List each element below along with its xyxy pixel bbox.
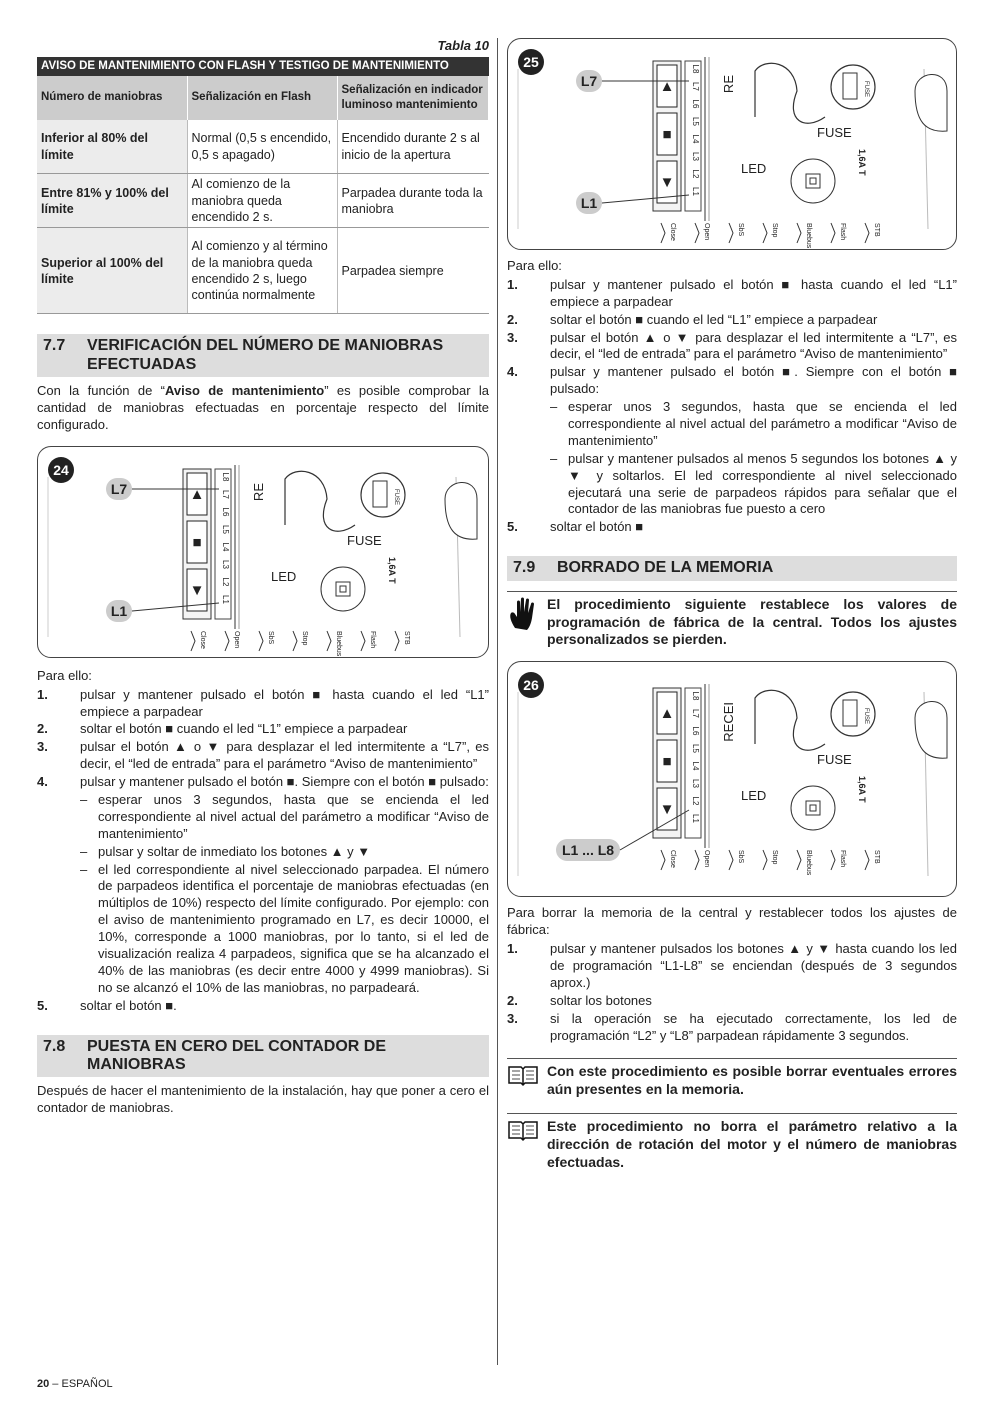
- terminal-label: Bluebus: [805, 223, 812, 249]
- table-cell: Al comienzo de la maniobra queda encendido 2 s.: [187, 174, 337, 228]
- figure-number: 26: [518, 672, 544, 698]
- list-item: [80, 844, 489, 861]
- led-label: L2: [691, 796, 700, 806]
- section-number: 7.7: [43, 337, 66, 355]
- led-label: L8: [221, 472, 230, 482]
- terminal-label: Close: [669, 850, 676, 869]
- info-note: [507, 1058, 957, 1099]
- terminal-label: STB: [873, 223, 880, 237]
- terminal-label: Stop: [301, 630, 308, 646]
- table-cell: Al comienzo y al término de la maniobra queda encendido 2 s, luego continúa normalmente: [187, 228, 337, 314]
- right-column: [507, 38, 957, 1172]
- left-column: [37, 38, 489, 1117]
- table-header: Número de maniobras: [37, 76, 187, 120]
- dash: –: [80, 843, 88, 859]
- led-label: L2: [691, 169, 700, 179]
- list-item: [37, 774, 489, 997]
- page-number: 20: [37, 1378, 50, 1390]
- terminal-label: Flash: [839, 223, 846, 241]
- step-text: soltar el botón ■ cuando el led “L1” empiece a parpadear: [80, 721, 408, 737]
- up-button-glyph: ▲: [659, 705, 675, 723]
- step-text: pulsar y mantener pulsado el botón ■ hasta cuando el led “L1” empiece a parpadear: [80, 686, 489, 719]
- led-label: L6: [691, 99, 700, 109]
- section-title: BORRADO DE LA MEMORIA: [557, 559, 774, 577]
- intro-bold: Aviso de mantenimiento: [164, 383, 325, 399]
- led-label: L3: [691, 779, 700, 789]
- substep-text: esperar unos 3 segundos, hasta que se encienda el led correspondiente al nivel actual del parámetro a modificar “Aviso de mantenimiento”: [568, 399, 957, 448]
- led-label: L8: [691, 691, 700, 701]
- steps-lead: Para borrar la memoria de la central y restablecer todos los ajustes de fábrica:: [507, 905, 957, 938]
- note-text: Este procedimiento no borra el parámetro relativo a la dirección de rotación del motor y el número de maniobras efectuadas.: [547, 1118, 957, 1171]
- fuse-rating-label: 1,6A T: [387, 556, 397, 584]
- table-cell: Entre 81% y 100% del límite: [37, 174, 187, 228]
- list-item: [37, 998, 489, 1015]
- led-label: L1: [221, 594, 230, 604]
- terminal-label: Flash: [369, 630, 376, 648]
- cable-line: [755, 691, 825, 751]
- led-label: L1: [691, 814, 700, 824]
- terminal-symbol: [191, 631, 195, 651]
- cable-line: [755, 63, 825, 123]
- terminal-label: Open: [233, 630, 240, 648]
- table-cell: Normal (0,5 s encendido, 0,5 s apagado): [187, 120, 337, 174]
- terminal-symbol: [763, 223, 767, 243]
- led-label: L7: [691, 82, 700, 91]
- info-note: [507, 1113, 957, 1172]
- section-heading-7-7: [37, 334, 489, 377]
- terminal-label: SbS: [737, 850, 744, 864]
- terminal-symbol: [763, 850, 767, 870]
- terminal-label: Stop: [771, 850, 778, 865]
- list-item: [550, 451, 957, 519]
- step-number: 2.: [37, 721, 48, 737]
- led-label: L1: [691, 187, 700, 196]
- receiver-label: RE: [721, 75, 736, 94]
- terminal-symbol: [225, 631, 229, 651]
- page-footer: [37, 1377, 113, 1391]
- terminal-symbol: [695, 223, 699, 243]
- terminal-symbol: [327, 631, 331, 651]
- receiver-label: RE: [251, 482, 266, 501]
- led-label: L4: [691, 134, 700, 144]
- terminal-symbol: [831, 850, 835, 870]
- section-title: VERIFICACIÓN DEL NÚMERO DE MANIOBRAS EFECTUADAS: [87, 337, 444, 373]
- step-text: si la operación se ha ejecutado correctamente, los led de programación “L2” y “L8” parpadean rápidamente 3 segundos.: [550, 1010, 957, 1043]
- sub-list: [550, 399, 957, 518]
- figure-25: [507, 38, 957, 250]
- table-cell: Encendido durante 2 s al inicio de la apertura: [337, 120, 489, 174]
- callout-label-l7: L7: [580, 73, 598, 89]
- maintenance-table: [37, 57, 489, 314]
- board-diagram: [508, 662, 956, 896]
- table-cell: Parpadea durante toda la maniobra: [337, 174, 489, 228]
- dash: –: [80, 861, 88, 877]
- table-title: AVISO DE MANTENIMIENTO CON FLASH Y TESTIGO DE MANTENIMIENTO: [37, 57, 489, 76]
- terminal-symbol: [361, 631, 365, 651]
- step-text: soltar los botones: [550, 992, 652, 1008]
- led-label: L3: [221, 559, 230, 569]
- led-label-text: LED: [741, 788, 767, 804]
- section-title: PUESTA EN CERO DEL CONTADOR DE MANIOBRAS: [87, 1037, 386, 1073]
- substep-text: esperar unos 3 segundos, hasta que se encienda el led correspondiente al nivel actual del parámetro a modificar “Aviso de mantenimiento”: [98, 792, 489, 841]
- receiver-label: RECEI: [721, 702, 736, 743]
- section-number: 7.8: [43, 1037, 66, 1055]
- terminal-label: SbS: [737, 223, 744, 237]
- step-text: pulsar el botón ▲ o ▼ para desplazar el led intermitente a “L7”, es decir, el “led de entrada” para el parámetro “Aviso de mantenimiento”: [550, 329, 957, 362]
- terminal-symbol: [831, 223, 835, 243]
- section-heading-7-9: [507, 556, 957, 580]
- step-number: 1.: [37, 686, 48, 702]
- list-item: [507, 312, 957, 329]
- table-header: Señalización en Flash: [187, 76, 337, 120]
- radio-button-shape: [445, 482, 477, 539]
- section-number: 7.9: [513, 559, 536, 577]
- step-number: 4.: [37, 774, 48, 790]
- sub-list: [80, 792, 489, 997]
- terminal-label: STB: [873, 850, 880, 864]
- terminal-symbol: [865, 223, 869, 243]
- callout-label-l1: L1: [580, 195, 598, 211]
- terminal-symbol: [729, 850, 733, 870]
- dash: –: [550, 399, 558, 415]
- terminal-label: Stop: [771, 223, 778, 238]
- steps-lead: Para ello:: [507, 258, 562, 273]
- list-item: [507, 277, 957, 311]
- figure-26: [507, 661, 957, 897]
- terminal-symbol: [661, 223, 665, 243]
- led-label: L5: [221, 524, 230, 534]
- terminal-label: SbS: [267, 630, 274, 645]
- note-text: Con este procedimiento es posible borrar eventuales errores aún presentes en la memoria.: [547, 1063, 957, 1098]
- list-item: [550, 399, 957, 450]
- stop-button-glyph: ■: [192, 533, 202, 551]
- table-cell: Superior al 100% del límite: [37, 228, 187, 314]
- list-item: [37, 687, 489, 721]
- led-lens: [321, 567, 365, 611]
- table-cell: Inferior al 80% del límite: [37, 120, 187, 174]
- terminal-label: Bluebus: [805, 850, 812, 876]
- step-text: pulsar el botón ▲ o ▼ para desplazar el led intermitente a “L7”, es decir, el “led de entrada” para el parámetro “Aviso de mantenimiento”: [80, 739, 489, 772]
- list-item: [37, 739, 489, 773]
- terminal-symbol: [729, 223, 733, 243]
- table-header: Señalización en indicador luminoso mantenimiento: [337, 76, 489, 120]
- led-label-text: LED: [741, 161, 767, 176]
- led-lens: [791, 786, 835, 830]
- section-body: Después de hacer el mantenimiento de la instalación, hay que poner a cero el contador de maniobras.: [37, 1083, 489, 1116]
- list-item: [507, 993, 957, 1010]
- list-item: [507, 941, 957, 992]
- terminal-label: Open: [703, 223, 710, 241]
- callout-label-l1: L1: [110, 602, 128, 619]
- step-number: 3.: [507, 329, 518, 345]
- step-number: 5.: [37, 997, 48, 1013]
- led-label: L7: [691, 709, 700, 719]
- fuse-label: FUSE: [817, 752, 852, 768]
- callout-label-l7: L7: [110, 480, 128, 497]
- step-text: pulsar y mantener pulsado el botón ■ hasta cuando el led “L1” empiece a parpadear: [550, 276, 957, 309]
- steps-list: [507, 277, 957, 536]
- stop-button-glyph: ■: [662, 753, 672, 771]
- down-button-glyph: ▼: [659, 801, 675, 819]
- step-number: 5.: [507, 519, 518, 535]
- terminal-symbol: [797, 223, 801, 243]
- led-label: L3: [691, 152, 700, 161]
- led-label: L6: [691, 726, 700, 736]
- led-label: L5: [691, 117, 700, 126]
- step-number: 2.: [507, 311, 518, 327]
- substep-text: el led correspondiente al nivel seleccionado parpadea. El número de parpadeos identifica el porcentaje de maniobras efectuadas (en múltiplos de 10%) respecto del límite configurado. Por ejemplo: con el aviso de mantenimiento programado en L7, es decir 10000, el 10%, corresponde a 1000 maniobras, por lo tanto, si el led de visualización realiza 4 parpadeos, significa que se ha alcanzado el 40% de las maniobras (es decir entre 4000 y 4999 maniobras). Si no se alcanzó el 10% de las maniobras, no parpadeará.: [98, 861, 489, 995]
- cable-line: [285, 471, 355, 531]
- substep-text: pulsar y soltar de inmediato los botones ▲ y ▼: [98, 843, 371, 859]
- warning-note: [507, 591, 957, 650]
- step-text: pulsar y mantener pulsados los botones ▲ y ▼ hasta cuando los led de programación “L1-L8” se enciendan (después de 3 segundos aprox.): [550, 941, 957, 990]
- section-intro: [37, 383, 489, 434]
- substep-text: pulsar y mantener pulsados al menos 5 segundos los botones ▲ y ▼ y soltarlos. El led correspondiente al nivel seleccionado ejecutará una serie de parpadeos rápidos para señalar que el contador de las maniobras fue puesto a cero: [568, 450, 957, 517]
- table-row: [37, 174, 489, 228]
- dash: –: [550, 450, 558, 466]
- step-text: pulsar y mantener pulsado el botón ■. Siempre con el botón ■ pulsado:: [80, 774, 489, 790]
- led-label: L7: [221, 489, 230, 499]
- step-text: soltar el botón ■ cuando el led “L1” empiece a parpadear: [550, 311, 878, 327]
- fuse-cap-label: FUSE: [863, 81, 869, 98]
- stop-button-glyph: ■: [662, 126, 672, 143]
- list-item: [507, 364, 957, 518]
- list-item: [80, 862, 489, 997]
- fuse-cap-label: FUSE: [393, 488, 399, 505]
- step-text: soltar el botón ■: [550, 519, 644, 535]
- fuse-rating-label: 1,6A T: [857, 776, 867, 804]
- terminal-label: Close: [199, 630, 206, 649]
- warning-text: El procedimiento siguiente restablece los valores de programación de fábrica de la central. Todos los ajustes personalizados se pierden.: [547, 595, 957, 648]
- steps-lead: Para ello:: [37, 667, 92, 683]
- terminal-label: STB: [403, 630, 410, 645]
- intro-text: Con la función de “: [37, 383, 165, 399]
- step-number: 1.: [507, 276, 518, 292]
- step-number: 2.: [507, 992, 518, 1008]
- callout-label-l1: L1 ... L8: [561, 842, 615, 859]
- step-number: 3.: [37, 739, 48, 755]
- hand-stop-icon: [507, 596, 547, 650]
- table-row: [37, 120, 489, 174]
- list-item: [507, 330, 957, 364]
- step-number: 1.: [507, 941, 518, 957]
- book-icon: [507, 1118, 547, 1172]
- terminal-label: Flash: [839, 850, 846, 868]
- list-item: [80, 792, 489, 843]
- fuse-rating-label: 1,6A T: [857, 149, 867, 176]
- board-diagram: [38, 447, 488, 657]
- terminal-symbol: [661, 850, 665, 870]
- led-label-text: LED: [271, 568, 297, 584]
- led-label: L4: [221, 542, 230, 552]
- terminal-symbol: [797, 850, 801, 870]
- terminal-symbol: [395, 631, 399, 651]
- list-item: [507, 1011, 957, 1045]
- down-button-glyph: ▼: [189, 581, 205, 599]
- fuse-cap-label: FUSE: [863, 708, 869, 725]
- table-cell: Parpadea siempre: [337, 228, 489, 314]
- fuse-label: FUSE: [347, 532, 382, 548]
- step-text: soltar el botón ■.: [80, 997, 177, 1013]
- led-label: L6: [221, 507, 230, 517]
- terminal-symbol: [259, 631, 263, 651]
- step-number: 3.: [507, 1010, 518, 1026]
- table-caption: Tabla 10: [437, 38, 489, 53]
- led-lens: [791, 159, 835, 203]
- led-label: L8: [691, 64, 700, 74]
- step-number: 4.: [507, 364, 518, 380]
- radio-button-shape: [915, 74, 947, 131]
- terminal-label: Open: [703, 850, 710, 868]
- list-item: [507, 519, 957, 536]
- board-diagram: [508, 39, 956, 249]
- steps-list: [37, 687, 489, 1015]
- steps-list: [507, 941, 957, 1044]
- terminal-label: Bluebus: [335, 630, 342, 657]
- terminal-label: Close: [669, 223, 676, 241]
- down-button-glyph: ▼: [659, 174, 675, 191]
- dash: –: [80, 792, 88, 808]
- led-label: L2: [221, 577, 230, 587]
- figure-number: 25: [518, 49, 544, 75]
- step-text: pulsar y mantener pulsado el botón ■. Siempre con el botón ■ pulsado:: [550, 364, 957, 397]
- footer-language: – ESPAÑOL: [49, 1378, 113, 1390]
- section-heading-7-8: [37, 1035, 489, 1078]
- terminal-symbol: [293, 631, 297, 651]
- figure-number: 24: [48, 457, 74, 483]
- led-label: L5: [691, 744, 700, 754]
- fuse-label: FUSE: [817, 125, 852, 140]
- column-divider: [497, 38, 498, 1365]
- led-label: L4: [691, 761, 700, 771]
- up-button-glyph: ▲: [189, 485, 205, 503]
- list-item: [37, 721, 489, 738]
- table-row: [37, 228, 489, 314]
- figure-24: [37, 446, 489, 658]
- terminal-symbol: [865, 850, 869, 870]
- radio-button-shape: [915, 702, 947, 759]
- book-icon: [507, 1063, 547, 1099]
- intro-text: ” es posible comprobar la cantidad de maniobras efectuadas en porcentaje respecto del límite configurado.: [37, 383, 489, 432]
- terminal-symbol: [695, 850, 699, 870]
- up-button-glyph: ▲: [659, 78, 675, 95]
